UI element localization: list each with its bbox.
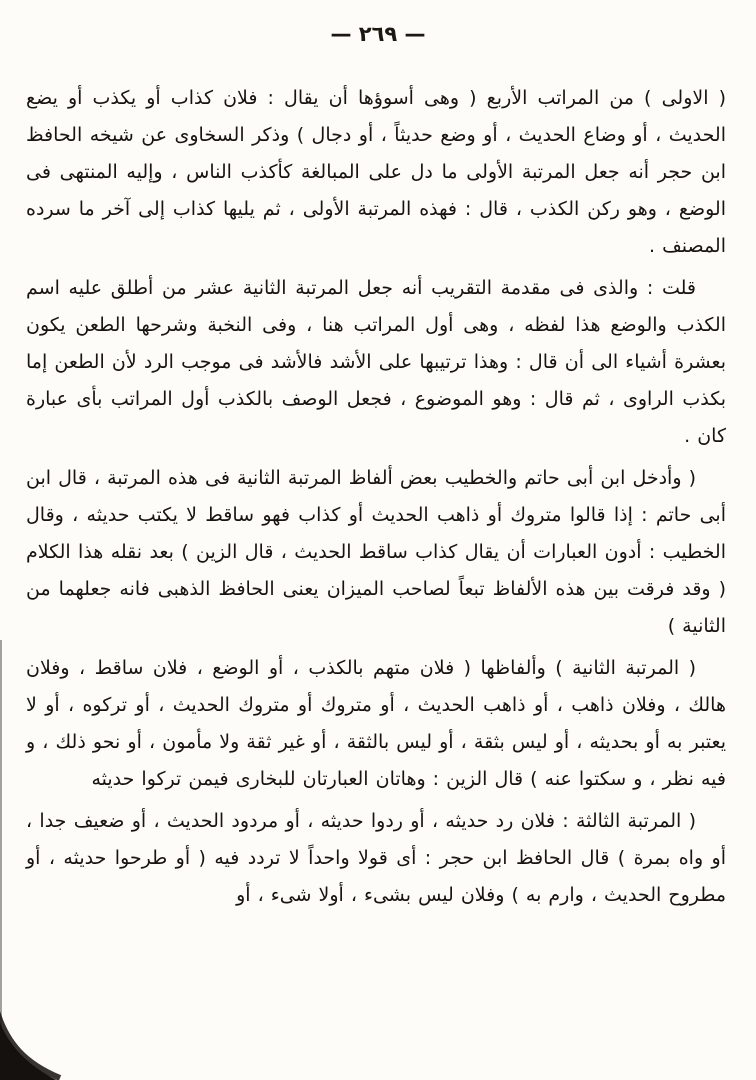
body-text [26,80,726,919]
scan-shadow-corner [0,995,78,1080]
paragraph-3: ( وأدخل ابن أبى حاتم والخطيب بعض ألفاظ المرتبة الثانية فى هذه المرتبة ، قال ابن أبى حاتم : إذا قالوا متروك أو ذاهب الحديث أو كذاب فهو ساقط لا يكتب حديثه ، وقال الخطيب : أدون العبارات أن يقال كذاب ساقط الحديث ، قال الزين ) بعد نقله هذا الكلام ( وقد فرقت بين هذه الألفاظ تبعاً لصاحب الميزان يعنى الحافظ الذهبى فانه جعلهما من الثانية ) [26,467,726,637]
scan-shadow-corner-arc [0,1008,60,1078]
paragraph-1: ( الاولى ) من المراتب الأربع ( وهى أسوؤها أن يقال : فلان كذاب أو يكذب أو يضع الحديث ، أو وضاع الحديث ، أو وضع حديثاً ، أو دجال ) وذكر السخاوى عن شيخه الحافظ ابن حجر أنه جعل المرتبة الأولى ما دل على المبالغة كأكذب الناس ، وإليه المنتهى فى الوضع ، وهو ركن الكذب ، قال : فهذه المرتبة الأولى ، ثم يليها كذاب إلى آخر ما سرده المصنف . [26,87,726,257]
page-number: — ٢٦٩ — [330,22,426,46]
paragraph-2: قلت : والذى فى مقدمة التقريب أنه جعل المرتبة الثانية عشر من أطلق عليه اسم الكذب والوضع هذا لفظه ، وهى أول المراتب هنا ، وفى النخبة وشرحها الطعن يكون بعشرة أشياء الى أن قال : وهذا ترتيبها على الأشد فالأشد فى موجب الرد لأن الطعن إما بكذب الراوى ، ثم قال : وهو الموضوع ، فجعل الوصف بالكذب أول المراتب بأى عبارة كان . [26,277,726,447]
paragraph-4: ( المرتبة الثانية ) وألفاظها ( فلان متهم بالكذب ، أو الوضع ، فلان ساقط ، وفلان هالك ، وفلان ذاهب ، أو ذاهب الحديث ، أو متروك أو متروك الحديث ، أو تركوه ، أو لا يعتبر به أو بحديثه ، أو ليس بثقة ، أو ليس بالثقة ، أو غير ثقة ولا مأمون ، أو نحو ذلك ، و فيه نظر ، و سكتوا عنه ) قال الزين : وهاتان العبارتان للبخارى فيمن تركوا حديثه [26,657,726,790]
paragraph-5: ( المرتبة الثالثة : فلان رد حديثه ، أو ردوا حديثه ، أو مردود الحديث ، أو ضعيف جدا ، أو واه بمرة ) قال الحافظ ابن حجر : أى قولا واحداً لا تردد فيه ( أو طرحوا حديثه ، أو مطروح الحديث ، وارم به ) وفلان ليس بشىء ، أولا شىء ، أو [26,810,726,906]
scan-shadow-left-edge [0,640,2,1080]
